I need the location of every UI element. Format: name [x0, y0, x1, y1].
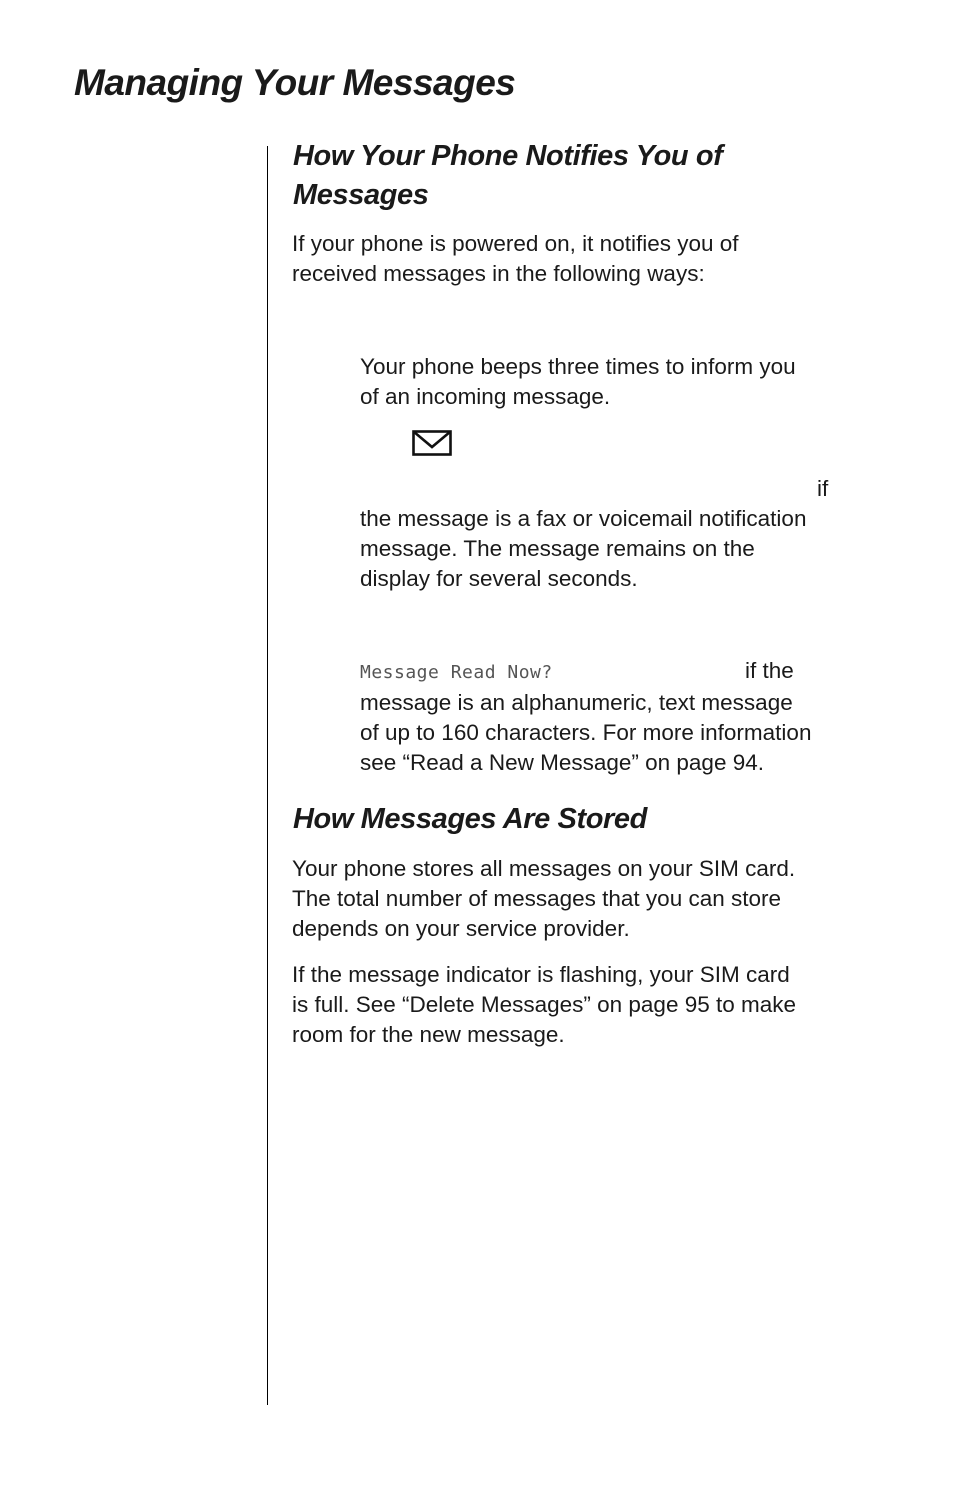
text-line: of an incoming message. [360, 384, 611, 409]
sim-full-paragraph [292, 960, 796, 1050]
section-heading-notify [293, 137, 722, 215]
margin-rule [267, 146, 268, 1405]
text-line: If the message indicator is flashing, your SIM card [292, 962, 790, 987]
text-line: If your phone is powered on, it notifies you of [292, 231, 739, 256]
text-message-description [360, 656, 811, 778]
section-heading-stored: How Messages Are Stored [293, 803, 647, 835]
text-line: depends on your service provider. [292, 916, 630, 941]
heading-line: Messages [293, 179, 429, 211]
text-line: the message is a fax or voicemail notification [360, 506, 807, 531]
text-line: message is an alphanumeric, text message [360, 690, 793, 715]
heading-line: How Your Phone Notifies You of [293, 140, 723, 172]
text-line: of up to 160 characters. For more information [360, 720, 812, 745]
text-line: message. The message remains on the [360, 536, 755, 561]
beep-description [360, 352, 796, 412]
text-line: if the [745, 658, 794, 683]
text-line: received messages in the following ways: [292, 261, 705, 286]
text-line: The total number of messages that you can store [292, 886, 782, 911]
text-line: see “Read a New Message” on page 94. [360, 750, 764, 775]
intro-paragraph [292, 229, 739, 289]
text-line: Your phone stores all messages on your SIM card. [292, 856, 796, 881]
fax-voicemail-description [360, 474, 828, 594]
text-line: display for several seconds. [360, 566, 638, 591]
storage-paragraph [292, 854, 795, 944]
text-line: Your phone beeps three times to inform you [360, 354, 796, 379]
text-line: room for the new message. [292, 1022, 565, 1047]
text-line: is full. See “Delete Messages” on page 95 to make [292, 992, 797, 1017]
page-title: Managing Your Messages [74, 62, 516, 103]
display-prompt: Message Read Now? [360, 662, 553, 683]
text-line: if [817, 476, 829, 501]
envelope-icon [412, 430, 452, 456]
